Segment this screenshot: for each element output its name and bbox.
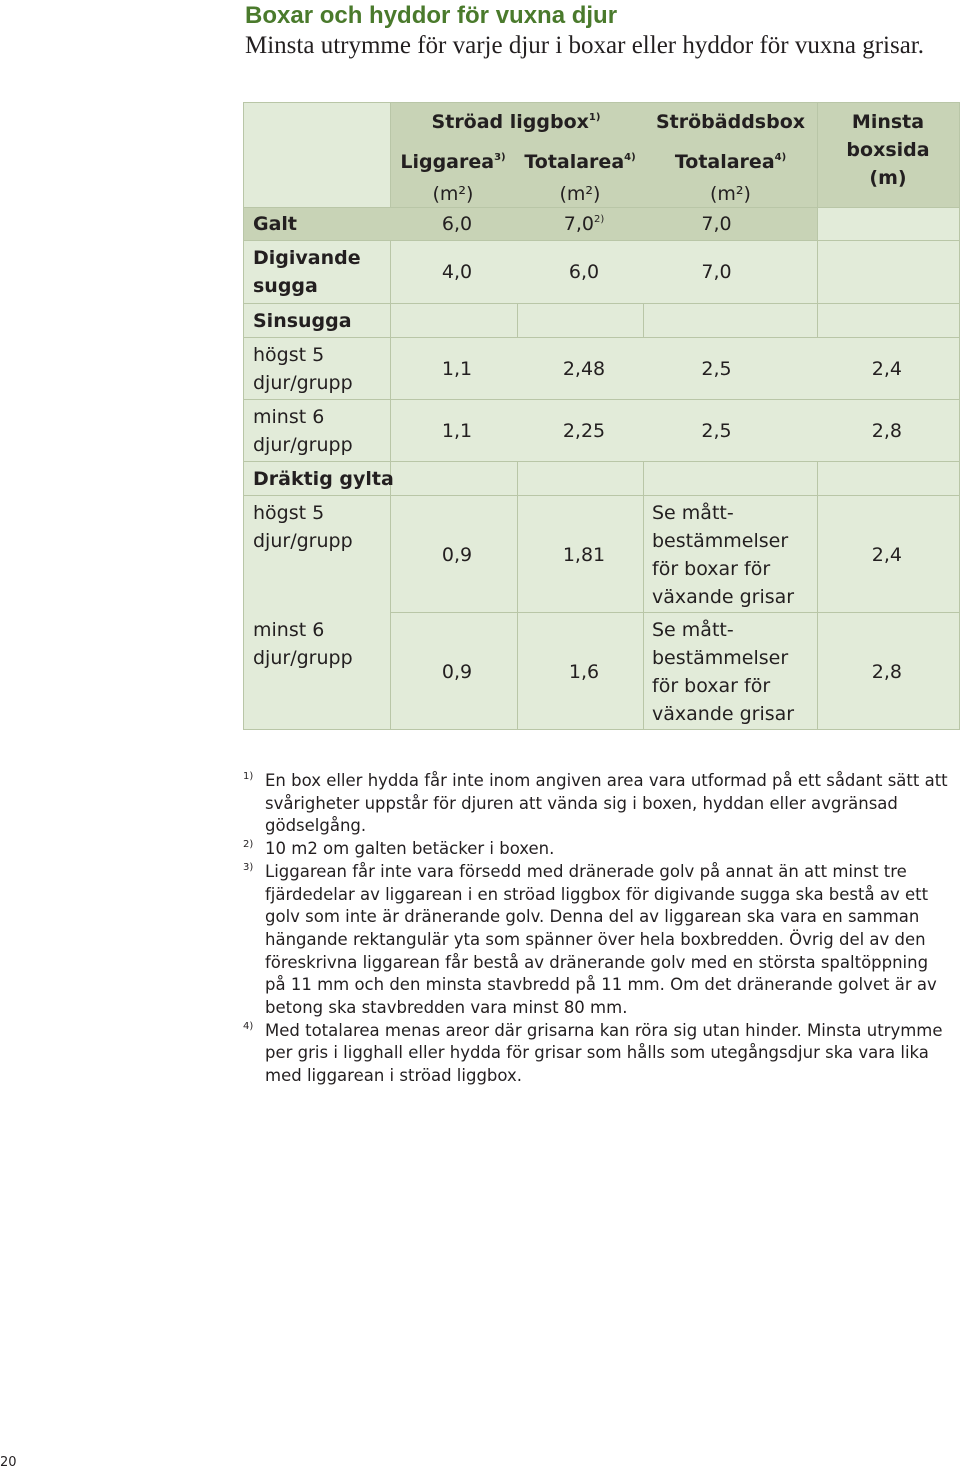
section-title: Boxar och hyddor för vuxna djur <box>245 2 618 29</box>
row-gylta-hogst-liggarea: 0,9 <box>441 544 473 566</box>
row-gylta-minst-label: minst 6 djur/grupp <box>253 619 353 669</box>
row-gylta-c2 <box>517 461 644 496</box>
footnote-mark: 3) <box>243 861 254 873</box>
row-galt-label: Galt <box>253 213 298 235</box>
header-totalarea-strobadd: Totalarea$^{4)}$ (m²) <box>674 151 787 205</box>
row-galt-totalarea: 7,0$^{2)}$ <box>563 213 605 235</box>
row-galt-liggarea: 6,0 <box>441 213 473 235</box>
footnote-text: En box eller hydda får inte inom angiven area vara utformad på ett sådant sätt att svårigheter uppstår för djuren att vända sig i boxen, hyddan eller avgränsad gödselgång. <box>265 771 948 836</box>
footnote-mark: 4) <box>243 1020 254 1032</box>
row-galt-strobadd: 7,0 <box>701 213 732 235</box>
row-gylta-minst-totalarea: 1,6 <box>568 661 600 683</box>
footnote <box>243 861 953 1020</box>
row-sinsugga-c2 <box>517 303 644 338</box>
footnote-text: Med totalarea menas areor där grisarna kan röra sig utan hinder. Minsta utrymme per gris i ligghall eller hydda för grisar som hålls som utegångsdjur ska vara lika med liggarean i ströad liggbox. <box>265 1020 943 1086</box>
footnote-text: Liggarean får inte vara försedd med dränerade golv på annat än att minst tre fjärdedelar av liggarean i en ströad liggbox för digivande sugga ska bestå av ett golv som inte är dränerande golv. Denna del av liggarean ska vara en samman hängande rektangulär yta som spänner över hela boxbredden. Övrig del av den föreskrivna liggarean får bestå av dränerande golv med en största spaltöppning på 11 mm och den minsta stavbredd på 11 mm. Om det dränerande golvet är av betong ska stavbredden vara minst 80 mm. <box>265 861 937 1018</box>
row-gylta-c4 <box>817 461 960 496</box>
header-totalarea-liggbox: Totalarea$^{4)}$ (m²) <box>524 151 636 205</box>
row-sin-hogst-liggarea: 1,1 <box>441 358 473 380</box>
row-gylta-c3 <box>643 461 818 496</box>
row-gylta-minst-liggarea: 0,9 <box>441 661 473 683</box>
row-sin-minst-totalarea: 2,25 <box>562 420 606 442</box>
row-sin-minst-boxsida: 2,8 <box>871 420 902 442</box>
footnote-text: 10 m2 om galten betäcker i boxen. <box>265 839 555 859</box>
row-sinsugga-label: Sinsugga <box>253 310 352 332</box>
row-digivande-boxsida-cell <box>817 240 960 304</box>
row-sinsugga-c1 <box>390 303 518 338</box>
row-sin-hogst-strobadd: 2,5 <box>701 358 732 380</box>
row-sin-minst-strobadd: 2,5 <box>701 420 732 442</box>
header-liggarea: Liggarea$^{3)}$ (m²) <box>400 151 506 205</box>
row-gylta-hogst-totalarea: 1,81 <box>562 544 606 566</box>
row-digivande-label: Digivande sugga <box>253 247 361 297</box>
row-sin-hogst-label: högst 5 djur/grupp <box>253 344 353 394</box>
page-number: 20 <box>0 1455 17 1470</box>
footnote <box>243 1020 953 1088</box>
row-galt-boxsida-cell <box>817 207 960 241</box>
section-subtitle: Minsta utrymme för varje djur i boxar eller hyddor för vuxna grisar. <box>245 32 924 59</box>
header-strobaddsbox: Ströbäddsbox <box>655 111 806 133</box>
header-minsta-boxsida: Minsta boxsida (m) <box>846 111 930 189</box>
row-digivande-strobadd: 7,0 <box>701 261 732 283</box>
footnote <box>243 770 953 838</box>
row-sin-minst-label: minst 6 djur/grupp <box>253 406 353 456</box>
row-sin-hogst-totalarea: 2,48 <box>562 358 606 380</box>
row-digivande-totalarea: 6,0 <box>568 261 600 283</box>
row-gylta-hogst-label: högst 5 djur/grupp <box>253 502 353 552</box>
row-gylta-minst-boxsida: 2,8 <box>871 661 902 683</box>
row-digivande-liggarea: 4,0 <box>441 261 473 283</box>
footnotes <box>243 770 953 1088</box>
header-corner-cell <box>243 102 391 208</box>
footnote-mark: 1) <box>243 771 254 782</box>
row-sinsugga-c3 <box>643 303 818 338</box>
space-requirements-table <box>243 102 960 730</box>
row-gylta-c1 <box>390 461 518 496</box>
row-gylta-hogst-boxsida: 2,4 <box>871 544 902 566</box>
row-sin-hogst-boxsida: 2,4 <box>871 358 902 380</box>
header-stroad-liggbox: Ströad liggbox$^{1)}$ <box>431 111 601 133</box>
row-gylta-label: Dräktig gylta <box>253 468 394 490</box>
row-gylta-hogst-strobadd: Se mått-bestämmelser för boxar för växande grisar <box>652 502 795 608</box>
row-gylta-minst-strobadd: Se mått-bestämmelser för boxar för växande grisar <box>652 619 795 725</box>
row-sin-minst-liggarea: 1,1 <box>441 420 473 442</box>
footnote <box>243 838 953 861</box>
row-sinsugga-c4 <box>817 303 960 338</box>
footnote-mark: 2) <box>243 839 254 851</box>
